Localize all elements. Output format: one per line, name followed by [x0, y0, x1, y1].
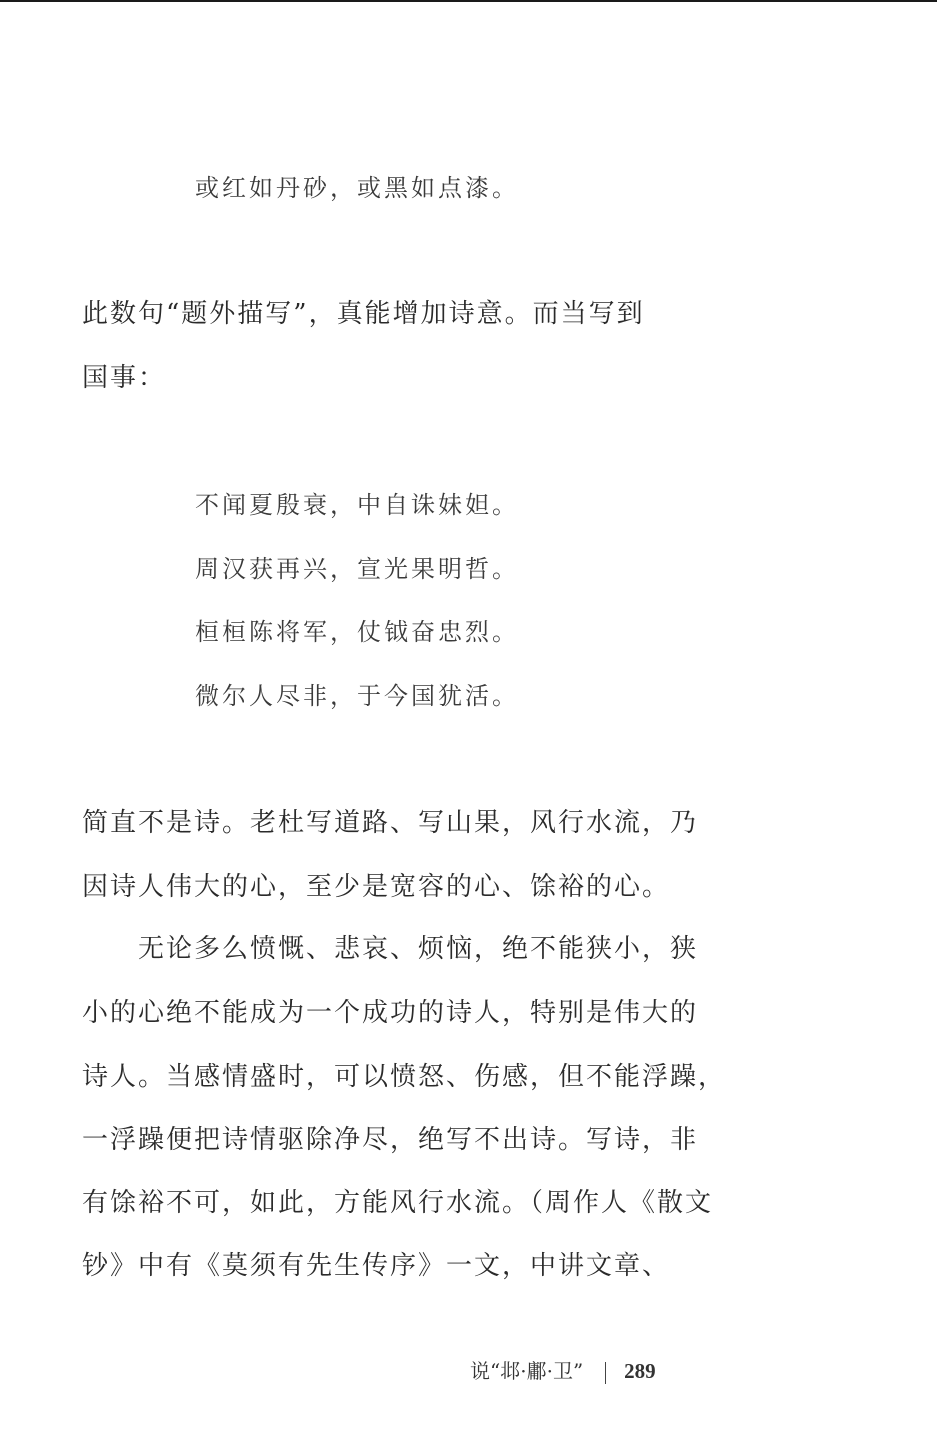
page-number: 289 [624, 1359, 656, 1383]
page-footer [470, 1356, 656, 1386]
poem-line: 周汉获再兴，宣光果明哲。 [195, 555, 519, 583]
top-rule [0, 0, 937, 2]
poem-line: 桓桓陈将军，仗钺奋忠烈。 [195, 618, 519, 646]
paragraph-line: 诗人。当感情盛时，可以愤怒、伤感，但不能浮躁， [82, 1062, 727, 1092]
poem-line: 微尔人尽非，于今国犹活。 [195, 682, 519, 710]
paragraph-line: 有馀裕不可，如此，方能风行水流。（周作人《散文 [82, 1188, 714, 1218]
paragraph-line: 无论多么愤慨、悲哀、烦恼，绝不能狭小，狭 [138, 934, 699, 964]
paragraph-line: 因诗人伟大的心，至少是宽容的心、馀裕的心。 [82, 872, 671, 902]
paragraph-line: 一浮躁便把诗情驱除净尽，绝写不出诗。写诗，非 [82, 1125, 699, 1155]
paragraph-line: 小的心绝不能成为一个成功的诗人，特别是伟大的 [82, 998, 699, 1028]
poem-line: 不闻夏殷衰，中自诛妹妲。 [195, 491, 519, 519]
poem-line: 或红如丹砂，或黑如点漆。 [195, 174, 519, 202]
running-header-title: 说“邶·鄘·卫” [470, 1359, 584, 1383]
paragraph-line: 国事： [82, 363, 167, 393]
paragraph-line: 此数句“题外描写”，真能增加诗意。而当写到 [82, 299, 645, 329]
footer-divider [605, 1362, 606, 1384]
paragraph-line: 简直不是诗。老杜写道路、写山果，风行水流，乃 [82, 808, 699, 838]
paragraph-line: 钞》中有《莫须有先生传序》一文，中讲文章、 [82, 1251, 671, 1281]
